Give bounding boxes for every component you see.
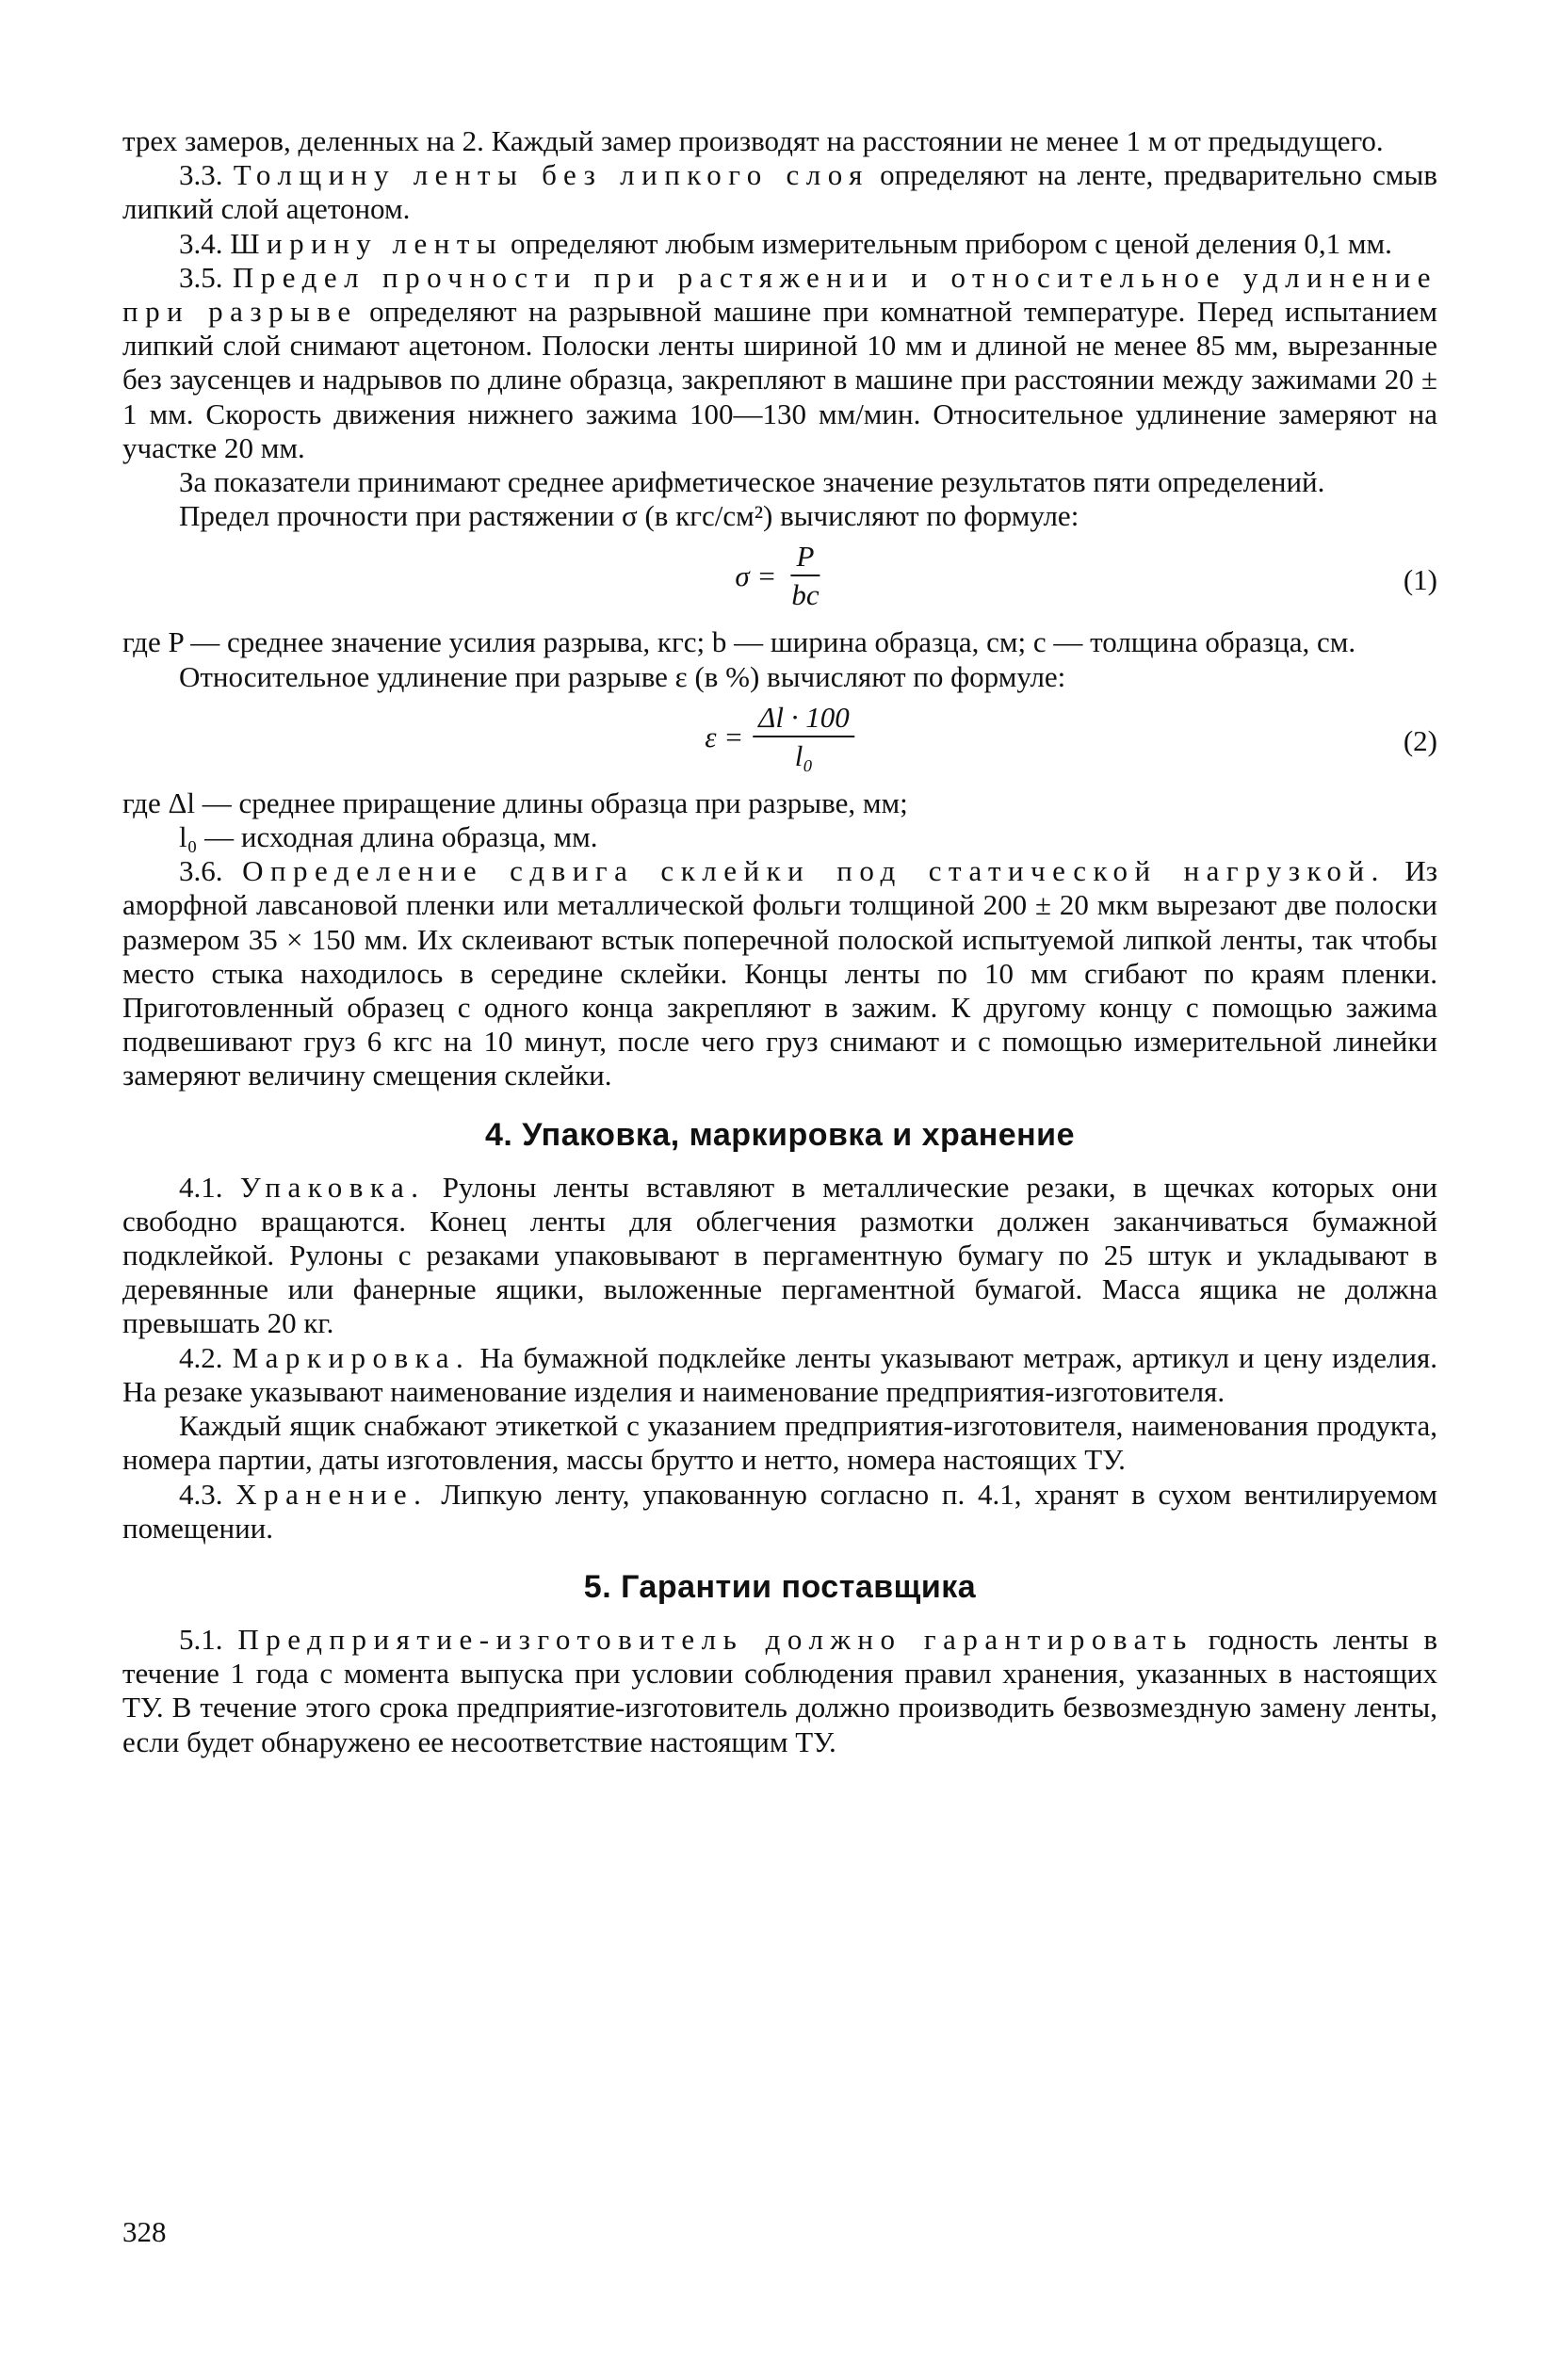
clause-number: 4.2. bbox=[179, 1340, 223, 1374]
formula-1-number: (1) bbox=[1403, 563, 1437, 597]
formula-2-lhs: ε = bbox=[705, 720, 744, 753]
clause-title-spaced: Хранение. bbox=[235, 1477, 429, 1511]
clause-title-spaced: Предел прочности при растяжении и относительное удлинение при разрыве bbox=[122, 260, 1437, 329]
formula-2-denominator: l₀ bbox=[794, 738, 814, 772]
page-number: 328 bbox=[122, 2215, 167, 2248]
clause-number: 4.3. bbox=[179, 1477, 223, 1511]
clause-number: 3.5. bbox=[179, 260, 223, 294]
clause-title-spaced: Определение сдвига склейки под статической нагрузкой. bbox=[242, 854, 1386, 888]
paragraph-4-3 bbox=[122, 1478, 1437, 1546]
paragraph-sigma-intro: Предел прочности при растяжении σ (в кгс/см²) вычисляют по формуле: bbox=[179, 499, 1079, 533]
clause-text: Из аморфной лавсановой пленки или металлической фольги толщиной 200 ± 20 мкм вырезают две полоски размером 35 × 150 мм. Их склеивают встык поперечной полоской испытуемой липкой ленты, так чтобы место стыка находилось в середине склейки. Концы ленты по 10 мм сгибают по краям пленки. Приготовленный образец с одного конца закрепляют в зажим. К другому концу с помощью зажима подвешивают груз 6 кгс на 10 минут, после чего груз снимают и с помощью измерительной линейки замеряют величину смещения склейки. bbox=[122, 854, 1438, 1093]
clause-text: годность ленты в течение 1 года с момента выпуска при условии соблюдения правил хранения, указанных в настоящих ТУ. В течение этого срока предприятие-изготовитель должно производить безвозмездную замену ленты, если будет обнаружено ее несоответствие настоящим ТУ. bbox=[122, 1622, 1437, 1758]
paragraph-4-2-labels: Каждый ящик снабжают этикеткой с указанием предприятия-изготовителя, наименования продукта, номера партии, даты изготовления, массы брутто и нетто, номера настоящих ТУ. bbox=[122, 1409, 1437, 1477]
paragraph-4-2 bbox=[122, 1341, 1437, 1409]
paragraph-3-4 bbox=[122, 227, 1437, 261]
formula-1-lhs: σ = bbox=[735, 559, 777, 593]
clause-text: определяют любым измерительным прибором с ценой деления 0,1 мм. bbox=[511, 226, 1392, 260]
clause-number: 3.6. bbox=[179, 854, 223, 888]
paragraph-3-5 bbox=[122, 261, 1437, 465]
paragraph-4-1 bbox=[122, 1171, 1437, 1341]
formula-2-number: (2) bbox=[1403, 723, 1437, 757]
clause-number: 5.1. bbox=[179, 1622, 223, 1656]
formula-2-fraction bbox=[753, 700, 855, 775]
formula-2 bbox=[122, 700, 1437, 783]
formula-1-numerator: P bbox=[791, 539, 820, 576]
clause-title-spaced: Предприятие-изготовитель должно гарантировать bbox=[237, 1622, 1193, 1656]
paragraph-average: За показатели принимают среднее арифметическое значение результатов пяти определений. bbox=[179, 465, 1325, 499]
clause-text: На бумажной подклейке ленты указывают метраж, артикул и цену изделия. На резаке указывают наименование изделия и наименование предприятия-изготовителя. bbox=[122, 1340, 1438, 1408]
clause-title-spaced: Маркировка. bbox=[232, 1340, 471, 1374]
clause-number: 3.4. bbox=[179, 226, 223, 260]
formula-1-legend: где P — среднее значение усилия разрыва, кгс; b — ширина образца, см; c — толщина образца, см. bbox=[122, 625, 1356, 659]
paragraph-5-1 bbox=[122, 1623, 1437, 1759]
paragraph-continuation: трех замеров, деленных на 2. Каждый замер производят на расстоянии не менее 1 м от предыдущего. bbox=[122, 124, 1384, 157]
formula-1 bbox=[122, 539, 1437, 622]
formula-1-denominator: bc bbox=[791, 578, 820, 612]
section-5-heading: 5. Гарантии поставщика bbox=[583, 1568, 977, 1605]
formula-2-legend-line-1: где Δl — среднее приращение длины образца при разрыве, мм; bbox=[122, 785, 908, 819]
clause-title-spaced: Упаковка. bbox=[239, 1170, 426, 1204]
clause-number: 3.3. bbox=[179, 158, 223, 192]
page-content bbox=[122, 124, 1437, 1759]
formula-2-numerator: Δl · 100 bbox=[753, 700, 855, 737]
clause-text: Липкую ленту, упакованную согласно п. 4.1, хранят в сухом вентилируемом помещении. bbox=[122, 1477, 1438, 1545]
paragraph-3-3 bbox=[122, 158, 1437, 226]
formula-1-fraction bbox=[786, 539, 824, 614]
paragraph-3-6 bbox=[122, 854, 1437, 1093]
clause-text: определяют на разрывной машине при комнатной температуре. Перед испытанием липкий слой снимают ацетоном. Полоски ленты шириной 10 мм и длиной не менее 85 мм, вырезанные без заусенцев и надрывов по длине образца, закрепляют в машине при расстоянии между зажимами 20 ± 1 мм. Скорость движения нижнего зажима 100—130 мм/мин. Относительное удлинение замеряют на участке 20 мм. bbox=[122, 295, 1437, 464]
clause-text: определяют на ленте, предварительно смыв липкий слой ацетоном. bbox=[122, 158, 1437, 226]
clause-title-spaced: Ширину ленты bbox=[230, 226, 504, 260]
formula-2-legend-line-2: l₀ — исходная длина образца, мм. bbox=[179, 820, 598, 854]
clause-text: Рулоны ленты вставляют в металлические резаки, в щечках которых они свободно вращаются. Конец ленты для облегчения размотки должен заканчиваться бумажной подклейкой. Рулоны с резаками упаковывают в пергаментную бумагу по 25 штук и укладывают в деревянные или фанерные ящики, выложенные пергаментной бумагой. Масса ящика не должна превышать 20 кг. bbox=[122, 1170, 1437, 1340]
clause-number: 4.1. bbox=[179, 1170, 223, 1204]
formula-1-expression bbox=[735, 539, 824, 614]
section-4-heading: 4. Упаковка, маркировка и хранение bbox=[485, 1116, 1075, 1153]
formula-2-expression bbox=[705, 700, 854, 775]
paragraph-eps-intro: Относительное удлинение при разрыве ε (в %) вычисляют по формуле: bbox=[179, 659, 1066, 693]
clause-title-spaced: Толщину ленты без липкого слоя bbox=[233, 158, 869, 192]
